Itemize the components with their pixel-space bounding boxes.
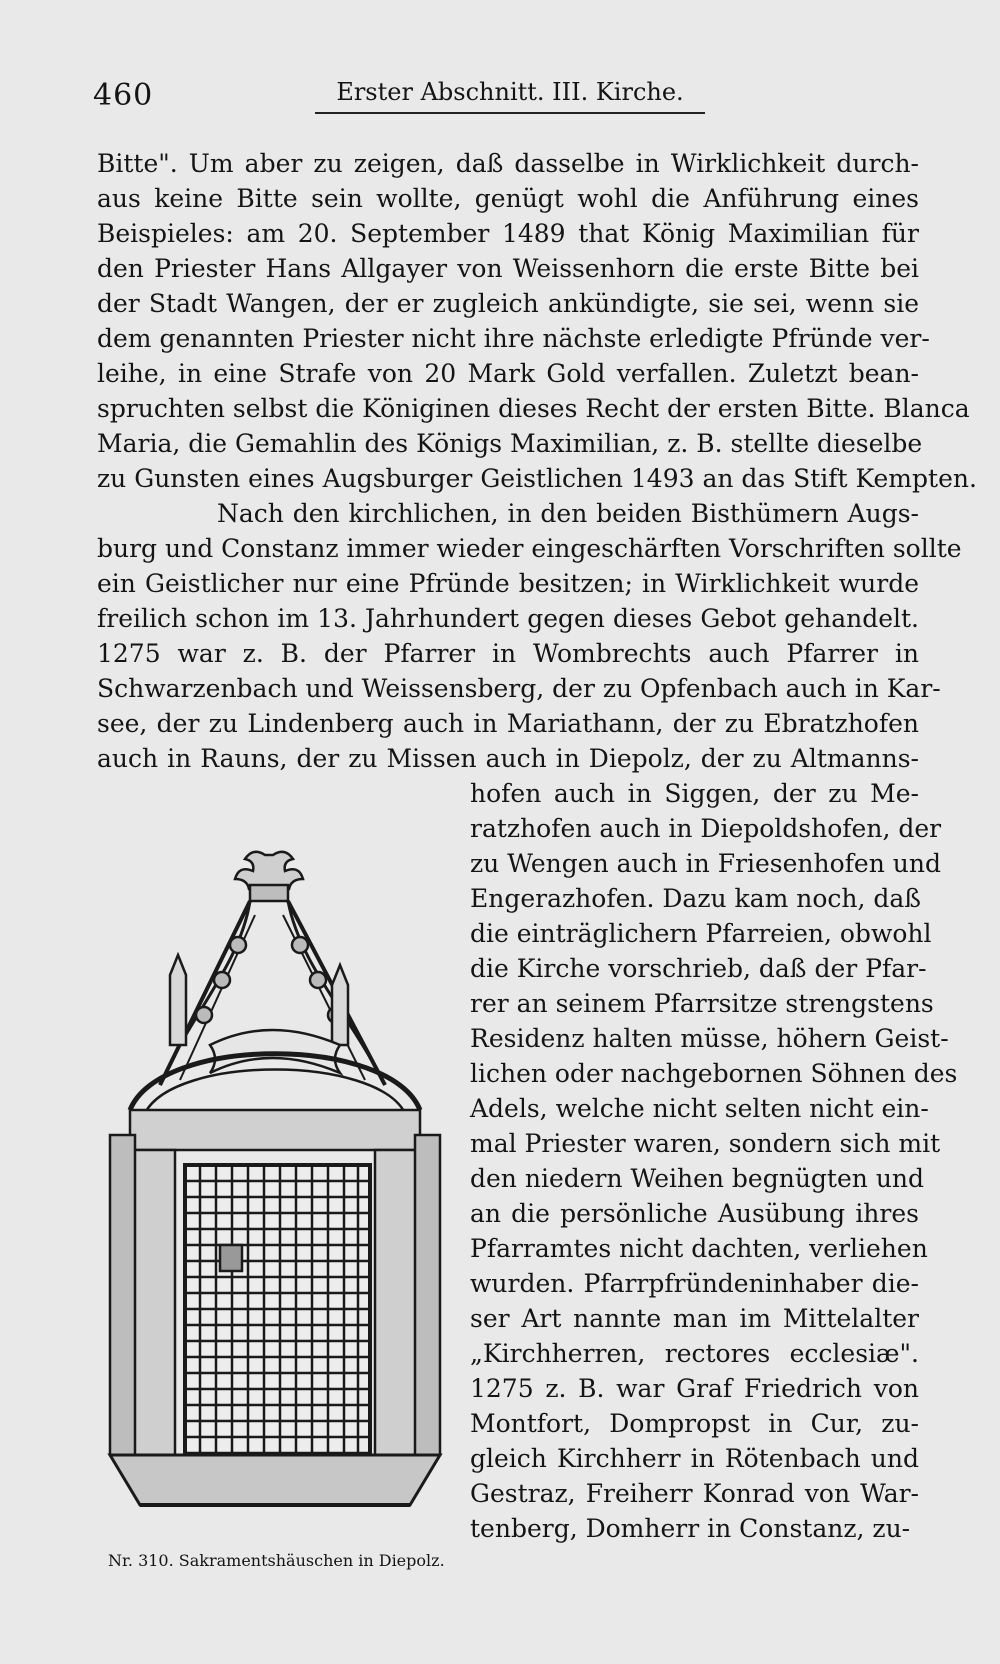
page-header bbox=[0, 70, 1000, 120]
text-line: gleich Kirchherr in Rötenbach und bbox=[470, 1444, 919, 1473]
text-line: zu Gunsten eines Augsburger Geistlichen 1493 an das Stift Kempten. bbox=[97, 464, 977, 493]
text-line: Montfort, Dompropst in Cur, zu- bbox=[470, 1409, 919, 1438]
text-line: aus keine Bitte sein wollte, genügt wohl die Anführung eines bbox=[97, 184, 919, 213]
text-line: tenberg, Domherr in Constanz, zu- bbox=[470, 1514, 911, 1543]
header-rule bbox=[315, 112, 705, 114]
text-line: „Kirchherren, rectores ecclesiæ". bbox=[470, 1339, 919, 1368]
text-line: ratzhofen auch in Diepoldshofen, der bbox=[470, 814, 942, 843]
running-title: Erster Abschnitt. III. Kirche. bbox=[336, 78, 684, 106]
text-line: Residenz halten müsse, höhern Geist- bbox=[470, 1024, 949, 1053]
text-line-indented: Nach den kirchlichen, in den beiden Bisthümern Augs- bbox=[217, 499, 919, 528]
text-line: wurden. Pfarrpfründeninhaber die- bbox=[470, 1269, 919, 1298]
text-line: der Stadt Wangen, der er zugleich ankündigte, sie sei, wenn sie bbox=[97, 289, 919, 318]
page-number: 460 bbox=[93, 78, 154, 113]
text-line: ein Geistlicher nur eine Pfründe besitzen; in Wirklichkeit wurde bbox=[97, 569, 919, 598]
text-line: burg und Constanz immer wieder eingeschärften Vorschriften sollte bbox=[97, 534, 962, 563]
text-line: auch in Rauns, der zu Missen auch in Diepolz, der zu Altmanns- bbox=[97, 744, 919, 773]
text-line: Beispieles: am 20. September 1489 that König Maximilian für bbox=[97, 219, 919, 248]
text-line: hofen auch in Siggen, der zu Me- bbox=[470, 779, 919, 808]
text-line: die Kirche vorschrieb, daß der Pfar- bbox=[470, 954, 927, 983]
text-line: den niedern Weihen begnügten und bbox=[470, 1164, 925, 1193]
text-line: Engerazhofen. Dazu kam noch, daß bbox=[470, 884, 922, 913]
text-line: den Priester Hans Allgayer von Weissenhorn die erste Bitte bei bbox=[97, 254, 919, 283]
figure-caption: Nr. 310. Sakramentshäuschen in Diepolz. bbox=[108, 1551, 445, 1570]
text-line: zu Wengen auch in Friesenhofen und bbox=[470, 849, 941, 878]
text-line: ser Art nannte man im Mittelalter bbox=[470, 1304, 919, 1333]
text-line: freilich schon im 13. Jahrhundert gegen dieses Gebot gehandelt. bbox=[97, 604, 919, 633]
text-line: mal Priester waren, sondern sich mit bbox=[470, 1129, 941, 1158]
text-line: Pfarramtes nicht dachten, verliehen bbox=[470, 1234, 928, 1263]
text-line: Gestraz, Freiherr Konrad von War- bbox=[470, 1479, 919, 1508]
text-line: lichen oder nachgebornen Söhnen des bbox=[470, 1059, 958, 1088]
text-line: rer an seinem Pfarrsitze strengstens bbox=[470, 989, 934, 1018]
text-line: dem genannten Priester nicht ihre nächste erledigte Pfründe ver- bbox=[97, 324, 930, 353]
text-line: Schwarzenbach und Weissensberg, der zu Opfenbach auch in Kar- bbox=[97, 674, 941, 703]
text-line: 1275 z. B. war Graf Friedrich von bbox=[470, 1374, 919, 1403]
text-line: die einträglichern Pfarreien, obwohl bbox=[470, 919, 932, 948]
text-line: 1275 war z. B. der Pfarrer in Wombrechts auch Pfarrer in bbox=[97, 639, 919, 668]
text-line: an die persönliche Ausübung ihres bbox=[470, 1199, 919, 1228]
text-line: Bitte". Um aber zu zeigen, daß dasselbe in Wirklichkeit durch- bbox=[97, 149, 919, 178]
text-line: see, der zu Lindenberg auch in Mariathann, der zu Ebratzhofen bbox=[97, 709, 919, 738]
text-line: Maria, die Gemahlin des Königs Maximilian, z. B. stellte dieselbe bbox=[97, 429, 923, 458]
text-line: leihe, in eine Strafe von 20 Mark Gold verfallen. Zuletzt bean- bbox=[97, 359, 919, 388]
text-line: Adels, welche nicht selten nicht ein- bbox=[470, 1094, 929, 1123]
sacrament-house-illustration bbox=[100, 845, 450, 1545]
text-line: spruchten selbst die Königinen dieses Recht der ersten Bitte. Blanca bbox=[97, 394, 970, 423]
